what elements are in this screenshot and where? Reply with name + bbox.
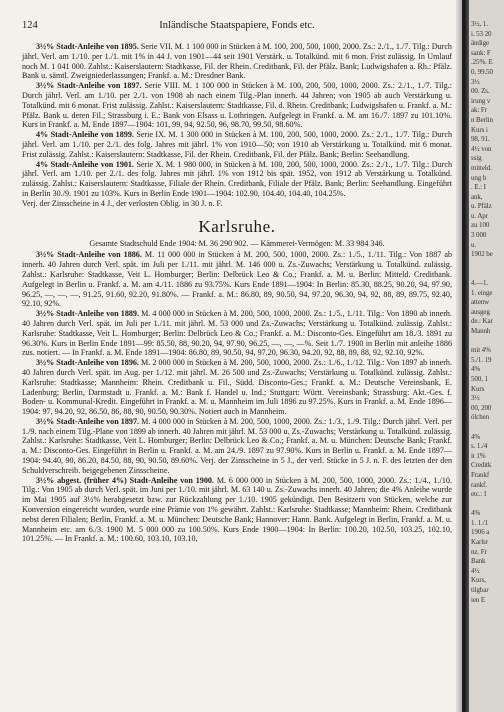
- adjacent-page-fragment: 3½: [471, 77, 480, 86]
- bond-heading: 4% Stadt-Anleihe von 1901.: [36, 159, 134, 169]
- page-number: 124: [22, 20, 38, 31]
- adjacent-page-fragment: 500, 1: [471, 374, 488, 383]
- adjacent-page-fragment: u. Pfälz: [471, 202, 492, 211]
- adjacent-page-fragment: zu 100: [471, 221, 490, 230]
- bond-details: Verj. der Zinsscheine in 4 J., der verlosten Oblig. in 30 J. n. F.: [22, 198, 223, 208]
- bond-heading: 3½% abgest. (früher 4%) Stadt-Anleihe von 1900.: [36, 475, 214, 485]
- adjacent-page: [464, 0, 504, 712]
- adjacent-page-fragment: [471, 337, 504, 347]
- adjacent-page-fragment: 3 000: [471, 231, 487, 240]
- adjacent-page-fragment: ausgeg: [471, 307, 490, 316]
- bond-entry: [22, 199, 452, 209]
- adjacent-page-fragment: 1. einge: [471, 288, 493, 297]
- adjacent-page-fragment: 5./1. 19: [471, 355, 492, 364]
- adjacent-page-fragment: 4%: [471, 509, 481, 518]
- bond-details: Serie VIII. M. 1 100 000 in Stücken à M. 100, 200, 500, 1000, 2000. Zs.: 2./1., 1./7. Tilg.: Durch jährl. Verl. am 1./10. per 2./1. von 1908 ab nach einem Tilg.-Plan innerh. 44 Jahren; von 1905 ab auch Verstärkung u. Totalkünd. mit 6 monat. Frist zulässig. Zahlst.: Kaiserslautern: Stadtkasse, Fil. d. Rhein. Creditbank; Ludwigshafen u. Frankf. a. M.: Pfälz. Bank u. deren Fil.; Strassburg i. E.: Bank von Elsass u. Lothringen. Aufgelegt in Frankf. a. M. am 16./7. 1897 zu 101.10%. Kurs in Frankf. a. M. Ende 1897—1904: 101, 99, 94, 92.50, 96, 98.70, 99.50, 98.60%.: [22, 81, 452, 130]
- adjacent-page-fragment: Karlsr: [471, 538, 488, 547]
- adjacent-page-fragment: [471, 423, 504, 433]
- bond-entry: [22, 358, 452, 417]
- adjacent-page-fragment: ak: Fr: [471, 106, 487, 115]
- adjacent-page-fragment: ien E: [471, 595, 486, 604]
- adjacent-page-fragment: 3½: [471, 394, 480, 403]
- adjacent-page-fragment: ank,: [471, 192, 483, 201]
- adjacent-page-fragment: mit 4%: [471, 346, 491, 355]
- adjacent-page-fragment: Creditk: [471, 461, 492, 470]
- adjacent-page-fragment: sank: F: [471, 48, 491, 57]
- bond-details: Serie IX. M. 1 300 000 in Stücken à M. 100, 200, 500, 1000, 2000. Zs.: 2./1., 1./7. Tilg.: Durch jährl. Verl. am 1./10. per 2./1. des folg. Jahres mit jährl. 1% von 1910—50; von 1910 ab Verstärkung u. Totalkünd. mit 6 monat. Frist zulässig. Zahlst.: Kaiserslautern: Stadtkasse, Fil. der Rhein. Creditbank, Fil. der Pfälz. Bank; Berlin: Seehandlung.: [22, 130, 452, 159]
- adjacent-page-fragment: 3½, 1.: [471, 20, 488, 28]
- karlsruhe-anleihen-list: [22, 250, 452, 544]
- adjacent-page-fragment: Frankf: [471, 470, 490, 479]
- adjacent-page-fragment: Mannh: [471, 327, 491, 335]
- bond-details: M. 4 000 000 in Stücken à M. 200, 500, 1000, 2000. Zs.: 1./3., 1./9. Tilg.: Durch jährl. Verl. per 1./9. nach einem Tilg.-Plane von 1899 ab innerh. 40 Jahren mit jährl. M. 53 000 u. Zs.-Zuwachs; Verstärkung u. Totalkünd. zulässig. Zahlst.: Karlsruhe: Stadtkasse, Veit L. Homburger; Berlin: Delbrück Leo & Co.; Frankf. a. M. u. München: Deutsche Bank; Frankf. a. M.: Disconto-Ges. Eingeführt in Berlin u. Frankf. a. M. am 24./9. 1897 zu 97.90%. Kurs in Berlin u. Frankf. a. M. Ende 1897—1904: 94.40, 90, 86.20, 84.50, 88, 90, 90.50, 89.60%. Verj. der Zinsscheine in 5 J., der verl. Stücke in 5 J. n. F. des letzten der den Schuldverschreib. beigegebenen Zinsscheine.: [22, 416, 452, 475]
- bond-entry: [22, 160, 452, 199]
- adjacent-page-fragment: tilgbar: [471, 586, 489, 595]
- adjacent-page-fragment: 0, 99.50: [471, 67, 493, 76]
- bond-entry: [22, 250, 452, 309]
- pfalz-anleihen-list: [22, 42, 452, 209]
- adjacent-page-fragment: de.: Kar: [471, 317, 493, 326]
- bond-entry: [22, 42, 452, 81]
- adjacent-page-fragment: 1902 be: [471, 250, 493, 259]
- adjacent-page-fragment: 00, 200: [471, 403, 492, 412]
- section-title: Karlsruhe.: [198, 216, 276, 236]
- bond-details: M. 4 000 000 in Stücken à M. 200, 500, 1000, 2000. Zs.: 1./5., 1./11. Tilg.: Von 1890 ab innerh. 40 Jahren durch Verl. spät. im Juli per 1./11. mit jährl. M. 53 000 und Zs.-Zuwachs; Verstärkung u. Totalkünd. zulässig. Zahlst.: Karlsruhe: Stadtkasse, Veit L. Homburger; Berlin: Delbrück Leo & Co.; Frankf. a. M.: Disconto-Ges. Eingeführt am 18./3. 1891 zu 96.30%. Kurs in Berlin Ende 1891—99: 85.50, 88, 90.20, 94, 97.90, 96.25, —, —, —%. Seit 1./7. 1900 in Berlin mit anleihe 1886 zus. notiert. — In Frankf. a. M. Ende 1891—1904: 86.80, 89, 90.50, 94, 97.20, 96.30, 94.20, 92, 88, 89, 88, 92, 92.10, 92%.: [22, 309, 452, 358]
- adjacent-page-fragment: [471, 260, 504, 270]
- bond-entry: [22, 81, 452, 130]
- adjacent-page-fragment: etc.: I: [471, 490, 487, 499]
- adjacent-page-fragment: .25%. E: [471, 58, 493, 67]
- adjacent-page-fragment: rankf.: [471, 480, 487, 489]
- adjacent-page-fragment: 4.—1.: [471, 279, 489, 288]
- adjacent-page-fragment: attenw: [471, 298, 490, 307]
- adjacent-page-fragment: ändige: [471, 39, 490, 48]
- adjacent-page-fragment: 1906 a: [471, 528, 490, 537]
- bond-heading: 4% Stadt-Anleihe von 1899.: [36, 130, 134, 140]
- adjacent-page-fragment: Kurs: [471, 384, 485, 393]
- page-header: [22, 20, 452, 34]
- bond-heading: 3½% Stadt-Anleihe von 1896.: [36, 358, 139, 368]
- adjacent-page-fragment: 98, 91.: [471, 135, 490, 144]
- adjacent-page-fragment: 4%: [471, 365, 481, 374]
- bond-entry: [22, 309, 452, 358]
- adjacent-page-fragment: 00. Zs.: [471, 87, 490, 96]
- adjacent-page-fragment: it 1%: [471, 451, 486, 460]
- bond-heading: 3½% Stadt-Anleihe von 1886.: [36, 250, 142, 260]
- bond-details: Serie VII. M. 1 100 000 in Stücken à M. 100, 200, 500, 1000, 2000. Zs.: 2./1., 1./7. Tilg.: Durch jährl. Verl. am 1./10. per 1./1. mit 1% in 44 J. von 1901—44 seit 1901 Verstärk. u. Totalkünd. mit 6 mon. Frist zulässig. In Umlauf noch M. 1 041 000. Zahlst.: Kaiserslautern: Stadtkasse, Fil. der Rhein. Creditbank, Fil. der Pfälz. Bank; Ludwigshafen a. Rh.: Pfälz. Bank u. sämtl. Zweigniederlassungen; Frankf. a. M.: Dresdner Bank.: [22, 42, 452, 81]
- adjacent-page-fragment: u. Apr: [471, 211, 488, 220]
- adjacent-page-fragment: nz. Fr: [471, 547, 487, 556]
- adjacent-page-text: [471, 20, 504, 605]
- bond-entry: [22, 476, 452, 545]
- running-title: Inländische Staatspapiere, Fonds etc.: [159, 20, 315, 31]
- adjacent-page-fragment: 4½ von: [471, 144, 492, 153]
- bond-heading: 3½% Stadt-Anleihe von 1889.: [36, 309, 139, 319]
- adjacent-page-fragment: irung v: [471, 96, 491, 105]
- bond-details: M. 6 000 000 in Stücken à M. 200, 500, 1000, 2000. Zs.: 1./4., 1./10. Tilg.: Von 1905 ab durch Verl. spät. im Juni per 1./10. mit jährl. M. 63 140 u. Zs.-Zuwachs innerh. 40 Jahren; die 4% Anleihe wurde im Mai 1905 auf 3½% herabgesetzt bzw. zur Rückzahlung per 1./10. 1905 gekündigt. Den Besitzern von Stücken, welche zur Konversion eingereicht wurden, wurde eine Prämie von 1% gewährt. Zahlst.: Karlsruhe: Stadtkasse; Mannheim: Rhein. Creditbank nebst deren Filialen; Berlin, Frankf. a. M. u. München: Deutsche Bank; Hannover: Hann. Bank. Aufgelegt in Berlin, Frankf. a. M. u. Mannheim etc. am 6./3. 1900 M. 5 000 000 zu 100.50%. Kurs Ende 1900—1904: In Berlin: 100.20, 102.50, 103.25, 102.10, 101.25%. — In Frankf. a. M.: 100.60, 103.10, 103.10,: [22, 475, 452, 544]
- adjacent-page-fragment: ssig: [471, 154, 482, 163]
- body-text: [22, 42, 452, 544]
- bond-heading: 3½% Stadt-Anleihe von 1895.: [36, 42, 139, 51]
- bond-entry: [22, 417, 452, 476]
- adjacent-page-fragment: mitteld.: [471, 163, 492, 172]
- adjacent-page-fragment: [471, 500, 504, 510]
- adjacent-page-fragment: ung b: [471, 173, 487, 182]
- section-summary: Gesamte Stadtschuld Ende 1904: M. 36 290 902. — Kämmerei-Vermögen: M. 33 984 346.: [89, 238, 385, 248]
- adjacent-page-fragment: Bank: [471, 557, 486, 566]
- bond-heading: 3½% Stadt-Anleihe von 1897.: [36, 81, 142, 91]
- page-fold-shadow: [456, 0, 464, 712]
- adjacent-page-fragment: [471, 269, 504, 279]
- adjacent-page-fragment: 4½: [471, 566, 480, 575]
- bond-heading: 3½% Stadt-Anleihe von 1897.: [36, 416, 140, 426]
- adjacent-page-fragment: n Berlin: [471, 115, 493, 124]
- adjacent-page-fragment: s. 1./4: [471, 442, 488, 451]
- bond-details: M. 2 000 000 in Stücken à M. 200, 500, 1000, 2000. Zs.: 1./6., 1./12. Tilg.: Von 1897 ab innerh. 40 Jahren durch Verl. spät. im Aug. per 1./12. mit jährl. M. 26 500 und Zs.-Zuwachs; Verstärkung u. Totalkünd. zulässig. Zahlst.: Karlsruhe: Stadtkasse; Mannheim: Rhein. Creditbank u. Fil., Südd. Disconto-Ges.; Frankf. a. M.: Deutsche Vereinsbank, E. Ladenburg; Berlin, Darmstadt u. Frankf. a. M.: Bank f. Handel u. Ind.; Stuttgart: Württ. Vereinsbank; Strassburg: Akt.-Ges. f. Boden- u. Kommunal-Kredit. Eingeführt in Frankf. a. M. u. Mannheim im Juli 1896 zu 97.25%. Kurs in Frankf. a. M. Ende 1896—1904: 97, 94.20, 92, 86.50, 86, 88, 90, 90.50, 90.30%. Notiert auch in Mannheim.: [22, 358, 452, 417]
- adjacent-page-fragment: 4%: [471, 432, 481, 441]
- adjacent-page-fragment: i. 53 20: [471, 29, 492, 38]
- adjacent-page-fragment: 1. 1./1: [471, 518, 488, 527]
- bond-details: Serie X. M. 1 980 000, in Stücken à M. 100, 200, 500, 1000, 2000. Zs.: 2./1., 1./7. Tilg.: Durch jährl. Verl. am 1./10. per 2./1. des folg. Jahres mit jährl. 1% von 1912 bis spät. 1952, von 1912 ab Verstärkung u. Totalkünd. zulässig. Zahlst.: Kaiserslautern: Stadtkasse, Filiale der Rhein. Creditbank, Filiale der Pfälz. Bank; Berlin: Seehandlung. Eingeführt in Berlin 30./9. 1901 zu 103%. Kurs in Berlin Ende 1901—1904: 102.90, 104.40, 104.40, 104.25%.: [22, 159, 452, 198]
- adjacent-page-fragment: u.: [471, 240, 477, 249]
- page-gutter: [464, 0, 469, 712]
- bond-entry: [22, 130, 452, 159]
- adjacent-page-fragment: ölchen: [471, 413, 490, 422]
- adjacent-page-fragment: Kurs,: [471, 576, 486, 585]
- adjacent-page-fragment: Kurs i: [471, 125, 488, 134]
- adjacent-page-fragment: . E.: I: [471, 183, 486, 192]
- bond-details: M. 11 000 000 in Stücken à M. 200, 500, 1000, 2000. Zs.: 1./5., 1./11. Tilg.: Von 1887 ab innerh. 40 Jahren durch Verl. spät. im Juli per 1./11. mit jährl. M. 146 000 u. Zs.-Zuwachs; Verstärkung u. Totalkünd. zulässig. Zahlst.: Karlsruhe: Stadtkasse, Veit L. Homburger; Berlin: Delbrück Leo & Co.; Frankf. a. M. u. Berlin: Mitteld. Creditbank. Aufgelegt in Berlin u. Frankf. a. M. am 4./11. 1886 zu 93.75%. Kurs Ende 1891—1904: In Berlin: 85.30, 88.25, 90.20, 94, 97.90, 96.25, —, —, —, 91.25, 91.60, 92.20, 91.80%. — Frankf. a. M.: 86.80, 89, 90.50, 94, 97.20, 96.30, 94, 92, 88, 89, 89.75, 92.40, 92.10, 92%.: [22, 250, 452, 309]
